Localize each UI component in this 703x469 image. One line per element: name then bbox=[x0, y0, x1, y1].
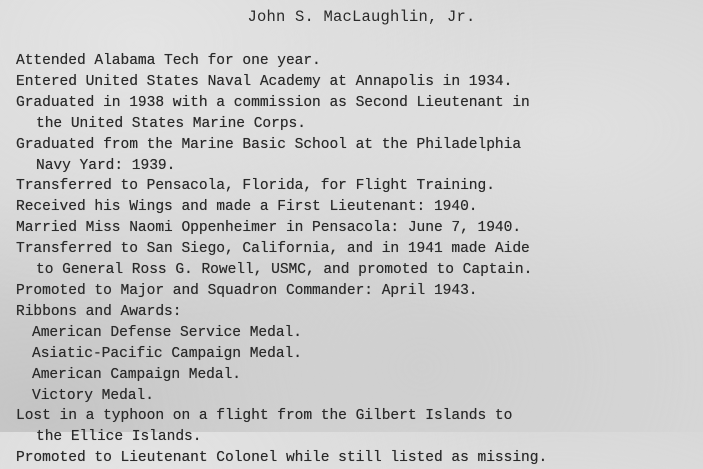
award-item: American Campaign Medal. bbox=[32, 366, 241, 383]
entry-line: Transferred to Pensacola, Florida, for Flight Training. bbox=[16, 178, 495, 195]
award-item: American Defense Service Medal. bbox=[32, 324, 302, 341]
entry-line: Promoted to Lieutenant Colonel while still listed as missing. bbox=[16, 450, 548, 467]
award-item: Victory Medal. bbox=[32, 387, 154, 404]
entry-line: Married Miss Naomi Oppenheimer in Pensacola: June 7, 1940. bbox=[16, 220, 522, 237]
biography-entries bbox=[16, 51, 547, 469]
entry-line: Promoted to Major and Squadron Commander: April 1943. bbox=[16, 282, 478, 299]
entry-line: Lost in a typhoon on a flight from the Gilbert Islands to bbox=[16, 408, 513, 425]
entry-line: Graduated in 1938 with a commission as Second Lieutenant in bbox=[16, 94, 530, 111]
entry-continuation: the United States Marine Corps. bbox=[36, 115, 306, 132]
entry-line: Received his Wings and made a First Lieutenant: 1940. bbox=[16, 199, 478, 216]
entry-continuation: Navy Yard: 1939. bbox=[36, 157, 176, 174]
awards-heading: Ribbons and Awards: bbox=[16, 303, 182, 320]
entry-line: Entered United States Naval Academy at Annapolis in 1934. bbox=[16, 73, 513, 90]
document-title: John S. MacLaughlin, Jr. bbox=[247, 8, 476, 26]
entry-continuation: to General Ross G. Rowell, USMC, and promoted to Captain. bbox=[36, 262, 533, 279]
award-item: Asiatic-Pacific Campaign Medal. bbox=[32, 345, 302, 362]
entry-line: Attended Alabama Tech for one year. bbox=[16, 53, 321, 69]
entry-continuation: the Ellice Islands. bbox=[36, 429, 202, 446]
entry-line: Transferred to San Siego, California, and in 1941 made Aide bbox=[16, 241, 530, 258]
entry-line: Graduated from the Marine Basic School at the Philadelphia bbox=[16, 136, 522, 153]
